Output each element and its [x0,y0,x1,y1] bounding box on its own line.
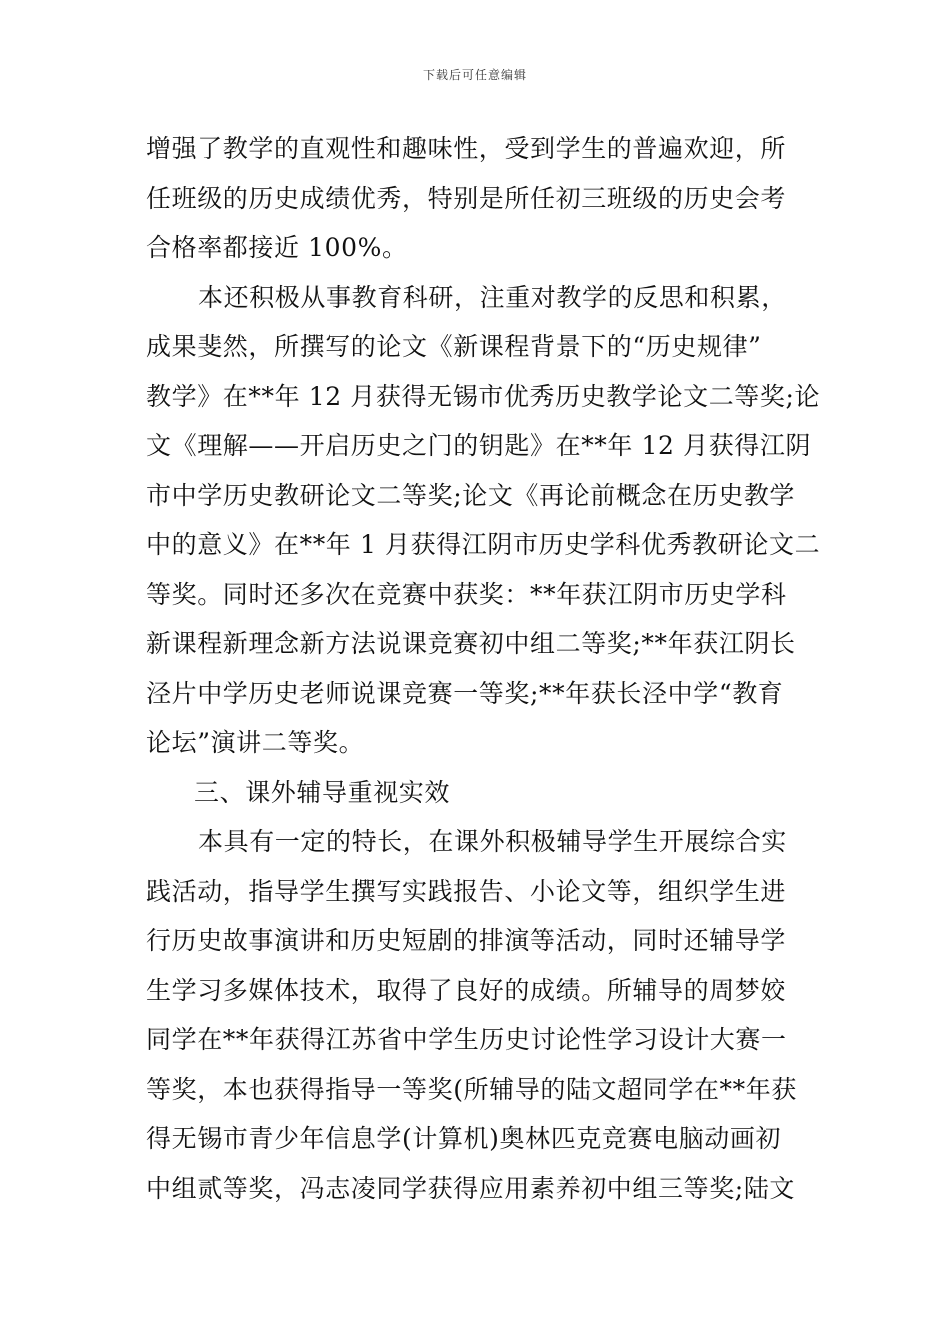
paragraph-first-line: 本还积极从事教育科研，注重对教学的反思和积累， [198,282,787,312]
paragraph-first-line: 本具有一定的特长，在课外积极辅导学生开展综合实 [198,827,787,856]
text-line: 泾片中学历史老师说课竞赛一等奖;**年获长泾中学“教育 [146,678,784,708]
text-line: 中的意义》在**年 1 月获得江阴市历史学科优秀教研论文二 [146,530,821,559]
document-body [146,124,821,1213]
text-line: 教学》在**年 12 月获得无锡市优秀历史教学论文二等奖;论 [146,381,821,411]
text-line: 增强了教学的直观性和趣味性，受到学生的普遍欢迎，所 [146,134,787,163]
text-line: 市中学历史教研论文二等奖;论文《再论前概念在历史教学 [146,480,796,510]
text-line: 同学在**年获得江苏省中学生历史讨论性学习设计大赛一 [146,1025,787,1054]
text-line: 等奖。同时还多次在竞赛中获奖：**年获江阴市历史学科 [146,579,787,609]
text-line: 行历史故事演讲和历史短剧的排演等活动，同时还辅导学 [146,926,787,955]
text-line: 中组贰等奖，冯志凌同学获得应用素养初中组三等奖;陆文 [146,1173,796,1203]
text-line: 得无锡市青少年信息学(计算机)奥林匹克竞赛电脑动画初 [146,1124,782,1153]
text-line: 新课程新理念新方法说课竞赛初中组二等奖;**年获江阴长 [146,629,796,658]
page-header: 下载后可任意编辑 [422,68,527,82]
section-heading: 三、课外辅导重视实效 [194,777,451,807]
text-line: 任班级的历史成绩优秀，特别是所任初三班级的历史会考 [146,183,787,213]
text-line: 成果斐然，所撰写的论文《新课程背景下的“历史规律” [146,332,762,361]
text-line: 践活动，指导学生撰写实践报告、小论文等，组织学生进 [146,876,787,906]
text-line: 论坛”演讲二等奖。 [146,728,365,757]
text-line: 文《理解——开启历史之门的钥匙》在**年 12 月获得江阴 [146,431,812,460]
text-line: 等奖，本也获得指导一等奖(所辅导的陆文超同学在**年获 [146,1074,797,1104]
text-line: 合格率都接近 100%。 [146,233,408,262]
text-line: 生学习多媒体技术，取得了良好的成绩。所辅导的周梦姣 [146,975,787,1005]
